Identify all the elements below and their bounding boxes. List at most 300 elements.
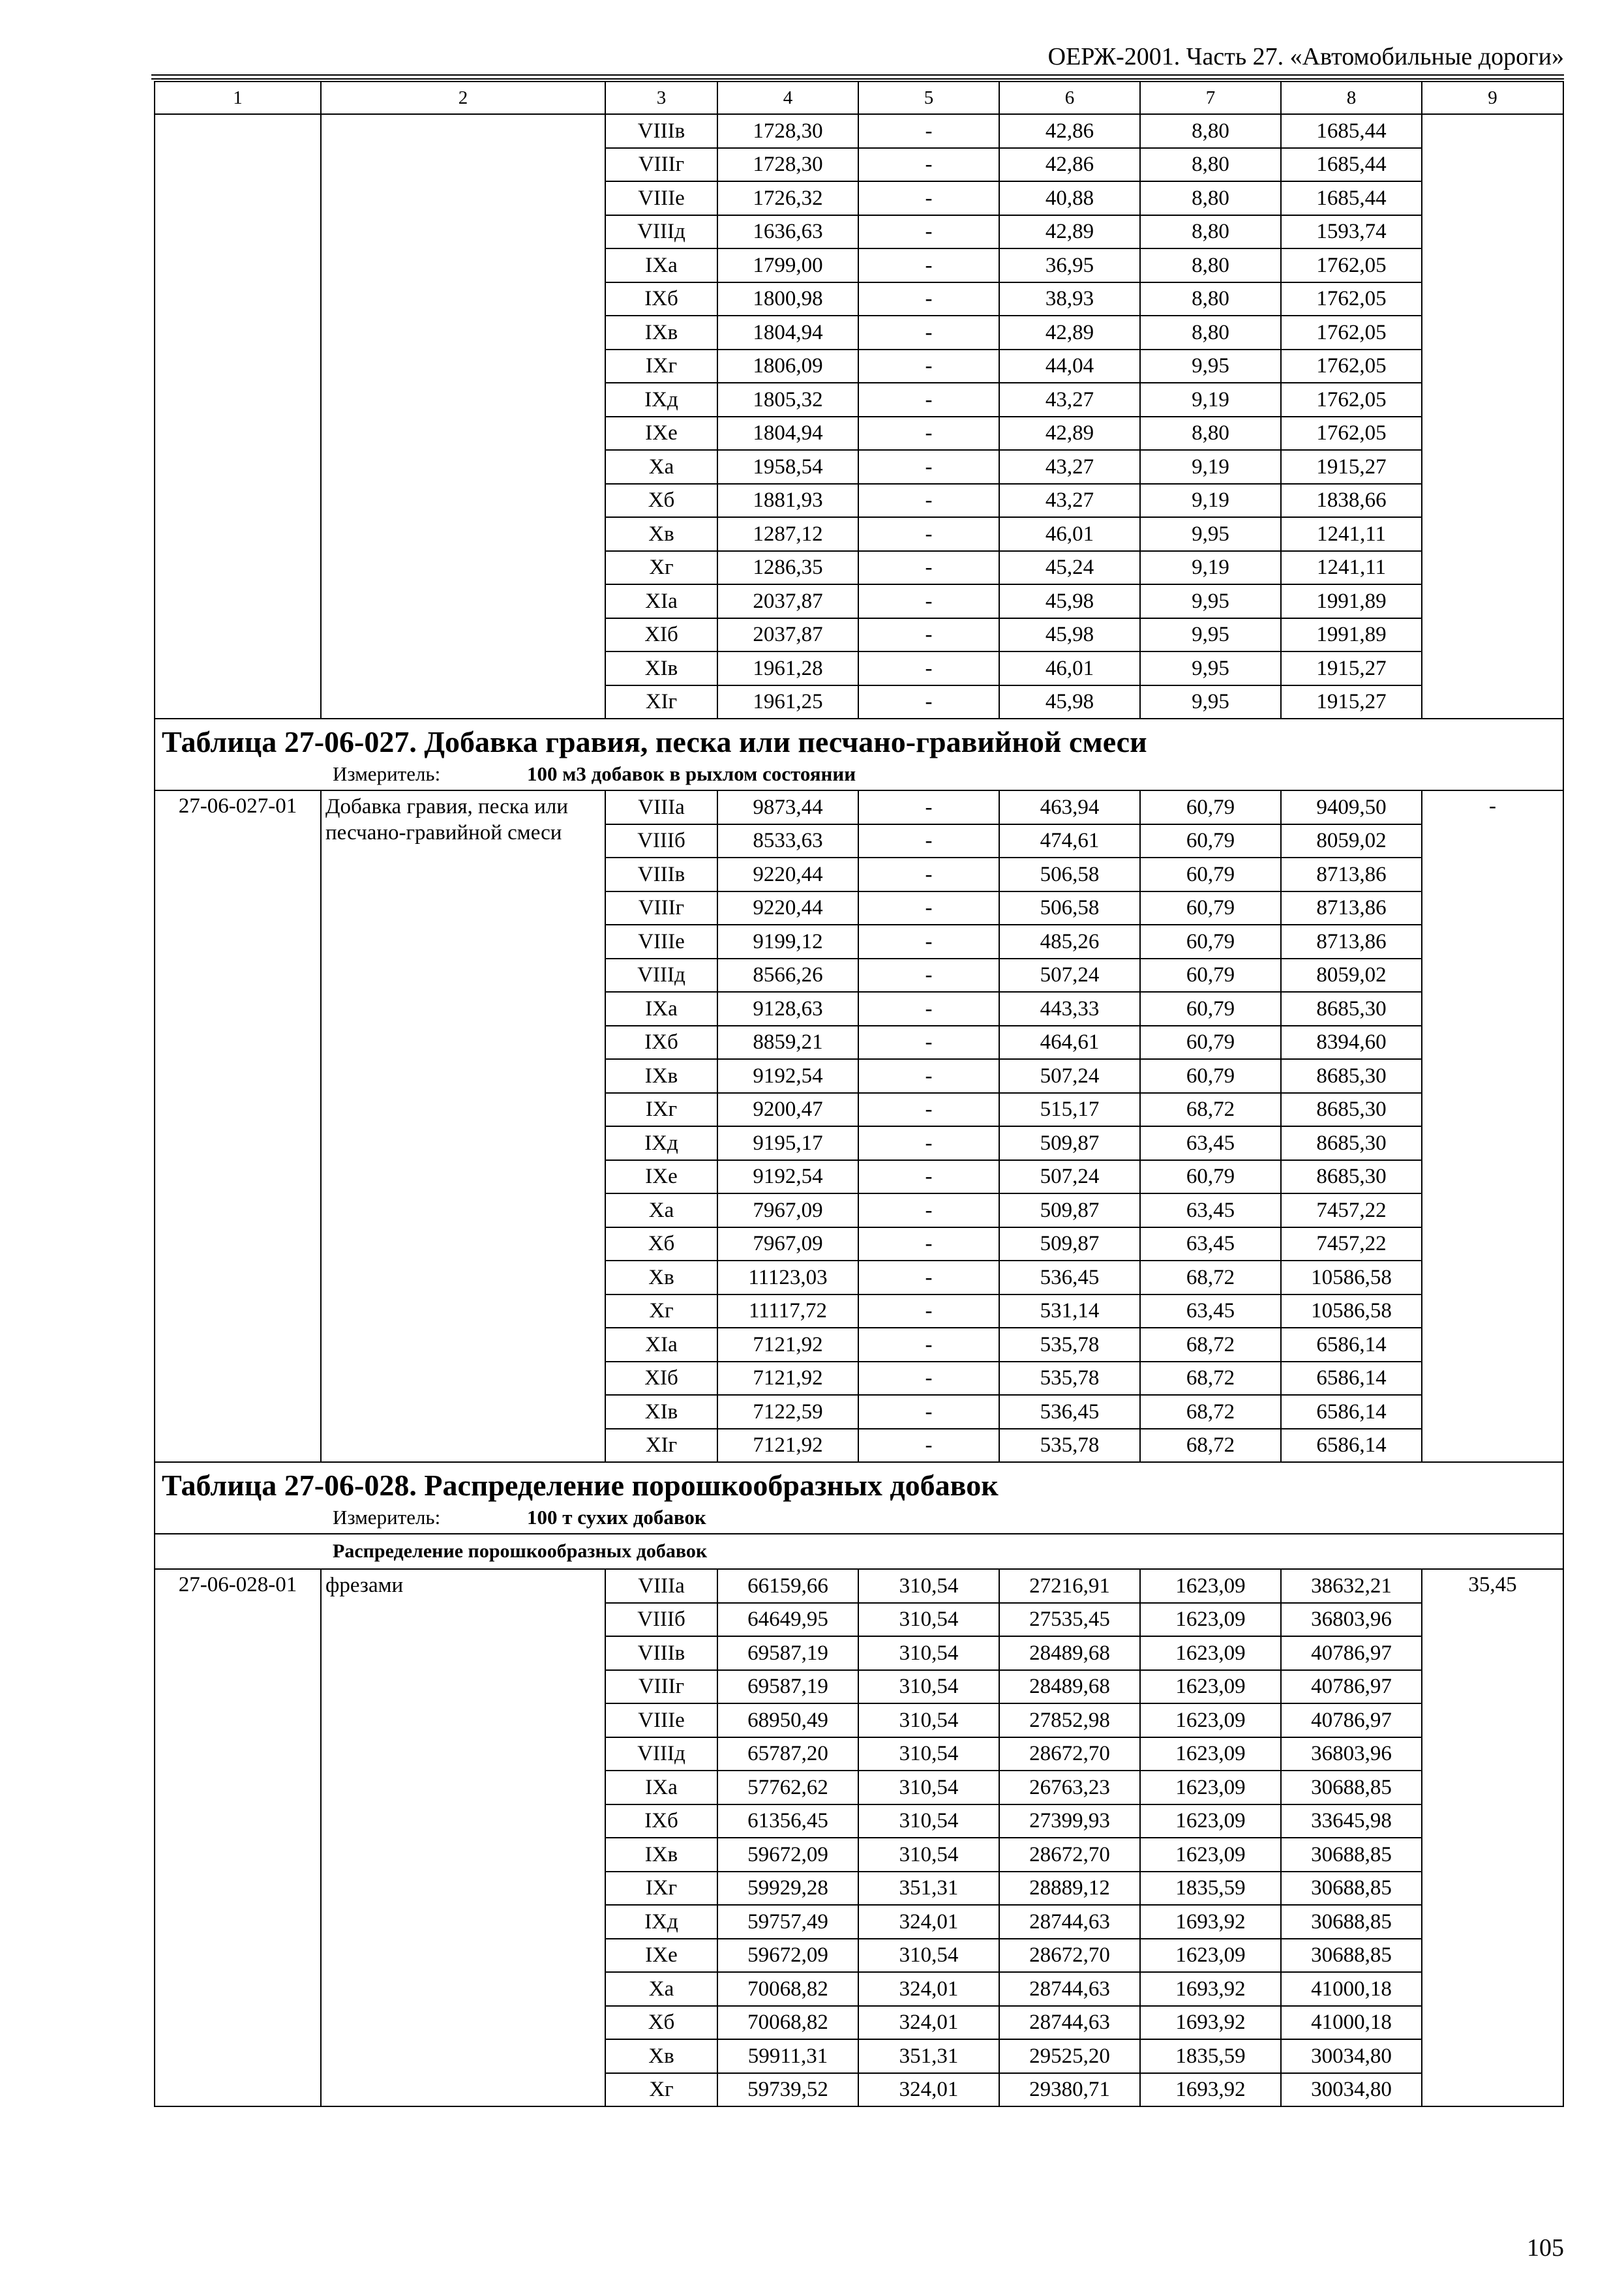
table-row bbox=[155, 114, 1563, 148]
table-cell: 1762,05 bbox=[1281, 248, 1422, 282]
table-cell: 40786,97 bbox=[1281, 1670, 1422, 1704]
table-cell: 8059,02 bbox=[1281, 959, 1422, 993]
table-cell: 9,95 bbox=[1140, 584, 1281, 618]
table-cell: VIIIе bbox=[605, 1703, 717, 1737]
price-table bbox=[154, 81, 1564, 2107]
table-title: Таблица 27-06-028. Распределение порошкообразных добавок bbox=[162, 1469, 999, 1502]
table-cell: 351,31 bbox=[858, 2039, 999, 2073]
table-cell: 8,80 bbox=[1140, 215, 1281, 249]
table-section-header bbox=[155, 1462, 1563, 1534]
section-cell bbox=[155, 1462, 1563, 1534]
measure-label: Измеритель: bbox=[333, 1506, 441, 1529]
table-cell: 1915,27 bbox=[1281, 450, 1422, 484]
table-cell: 8,80 bbox=[1140, 316, 1281, 350]
table-cell: 8533,63 bbox=[717, 824, 858, 858]
table-cell: 11117,72 bbox=[717, 1294, 858, 1328]
table-cell: 1762,05 bbox=[1281, 350, 1422, 383]
table-cell: 45,98 bbox=[999, 618, 1140, 652]
table-cell: - bbox=[858, 651, 999, 685]
table-cell: XIг bbox=[605, 685, 717, 719]
table-cell: 8685,30 bbox=[1281, 992, 1422, 1026]
table-cell: 1799,00 bbox=[717, 248, 858, 282]
table-cell: 10586,58 bbox=[1281, 1294, 1422, 1328]
name-cell: фрезами bbox=[321, 1569, 605, 2106]
table-cell: 506,58 bbox=[999, 891, 1140, 925]
table-cell: 8059,02 bbox=[1281, 824, 1422, 858]
table-cell: 1693,92 bbox=[1140, 2073, 1281, 2107]
table-cell: 9,19 bbox=[1140, 383, 1281, 417]
table-cell: - bbox=[858, 1227, 999, 1261]
table-cell: - bbox=[858, 891, 999, 925]
table-cell: 7457,22 bbox=[1281, 1193, 1422, 1227]
table-cell: - bbox=[858, 1126, 999, 1160]
table-cell: 506,58 bbox=[999, 858, 1140, 891]
table-cell: 509,87 bbox=[999, 1193, 1140, 1227]
table-cell: 68950,49 bbox=[717, 1703, 858, 1737]
table-cell: 6586,14 bbox=[1281, 1429, 1422, 1463]
table-cell: - bbox=[858, 1026, 999, 1060]
col9-cell: - bbox=[1422, 790, 1563, 1462]
table-cell: VIIIе bbox=[605, 181, 717, 215]
table-cell: 30688,85 bbox=[1281, 1939, 1422, 1973]
table-cell: 485,26 bbox=[999, 925, 1140, 959]
table-cell: - bbox=[858, 383, 999, 417]
table-cell: 9199,12 bbox=[717, 925, 858, 959]
table-cell: 1623,09 bbox=[1140, 1703, 1281, 1737]
table-cell: Xг bbox=[605, 2073, 717, 2107]
table-cell: 8685,30 bbox=[1281, 1059, 1422, 1093]
table-cell: 1961,25 bbox=[717, 685, 858, 719]
table-cell: 507,24 bbox=[999, 959, 1140, 993]
table-cell: 9195,17 bbox=[717, 1126, 858, 1160]
table-cell: - bbox=[858, 685, 999, 719]
table-cell: 8394,60 bbox=[1281, 1026, 1422, 1060]
table-cell: 59911,31 bbox=[717, 2039, 858, 2073]
column-number: 3 bbox=[605, 82, 717, 114]
table-cell: XIа bbox=[605, 584, 717, 618]
table-cell: 8,80 bbox=[1140, 114, 1281, 148]
table-cell: Xб bbox=[605, 1227, 717, 1261]
table-cell: Xв bbox=[605, 2039, 717, 2073]
table-cell: - bbox=[858, 484, 999, 518]
table-cell: 59757,49 bbox=[717, 1905, 858, 1939]
table-cell: 7967,09 bbox=[717, 1227, 858, 1261]
table-cell: 59929,28 bbox=[717, 1872, 858, 1906]
table-cell: 59672,09 bbox=[717, 1939, 858, 1973]
table-section-header bbox=[155, 719, 1563, 790]
table-cell: 2037,87 bbox=[717, 584, 858, 618]
table-cell: - bbox=[858, 584, 999, 618]
table-cell: 8713,86 bbox=[1281, 858, 1422, 891]
table-cell: 45,24 bbox=[999, 551, 1140, 585]
table-cell: XIв bbox=[605, 651, 717, 685]
table-row bbox=[155, 1569, 1563, 1603]
table-cell: - bbox=[858, 114, 999, 148]
table-cell: 64649,95 bbox=[717, 1603, 858, 1637]
table-cell: 63,45 bbox=[1140, 1126, 1281, 1160]
table-cell: 1685,44 bbox=[1281, 114, 1422, 148]
table-cell: 27852,98 bbox=[999, 1703, 1140, 1737]
table-cell: 443,33 bbox=[999, 992, 1140, 1026]
table-cell: 43,27 bbox=[999, 484, 1140, 518]
table-cell: 43,27 bbox=[999, 383, 1140, 417]
table-cell: 1835,59 bbox=[1140, 1872, 1281, 1906]
table-cell: IXв bbox=[605, 1838, 717, 1872]
table-cell: 59739,52 bbox=[717, 2073, 858, 2107]
table-cell: 26763,23 bbox=[999, 1771, 1140, 1804]
table-cell: 40,88 bbox=[999, 181, 1140, 215]
table-cell: - bbox=[858, 1193, 999, 1227]
table-cell: 38632,21 bbox=[1281, 1569, 1422, 1603]
table-cell: - bbox=[858, 1261, 999, 1294]
table-cell: VIIIд bbox=[605, 215, 717, 249]
table-cell: 8,80 bbox=[1140, 282, 1281, 316]
table-cell: - bbox=[858, 1362, 999, 1396]
table-cell: 30688,85 bbox=[1281, 1771, 1422, 1804]
table-cell: 8713,86 bbox=[1281, 925, 1422, 959]
table-cell: 1762,05 bbox=[1281, 383, 1422, 417]
table-cell: IXе bbox=[605, 1160, 717, 1194]
table-cell: 463,94 bbox=[999, 790, 1140, 824]
column-number: 7 bbox=[1140, 82, 1281, 114]
table-cell: IXв bbox=[605, 1059, 717, 1093]
table-cell: 7967,09 bbox=[717, 1193, 858, 1227]
table-cell: - bbox=[858, 992, 999, 1026]
table-cell: 1623,09 bbox=[1140, 1771, 1281, 1804]
table-cell: - bbox=[858, 858, 999, 891]
table-cell: 7121,92 bbox=[717, 1429, 858, 1463]
table-cell: Xа bbox=[605, 450, 717, 484]
table-cell: 59672,09 bbox=[717, 1838, 858, 1872]
table-cell: 42,89 bbox=[999, 316, 1140, 350]
table-cell: 42,89 bbox=[999, 215, 1140, 249]
table-cell: 8713,86 bbox=[1281, 891, 1422, 925]
table-row bbox=[155, 790, 1563, 824]
table-cell: 1728,30 bbox=[717, 114, 858, 148]
table-cell: - bbox=[858, 790, 999, 824]
table-cell: IXб bbox=[605, 282, 717, 316]
table-cell: 6586,14 bbox=[1281, 1395, 1422, 1429]
code-cell bbox=[155, 114, 321, 719]
table-cell: VIIIг bbox=[605, 148, 717, 182]
table-cell: 66159,66 bbox=[717, 1569, 858, 1603]
code-cell: 27-06-027-01 bbox=[155, 790, 321, 1462]
table-cell: Xа bbox=[605, 1193, 717, 1227]
table-cell: IXд bbox=[605, 383, 717, 417]
table-cell: - bbox=[858, 248, 999, 282]
table-cell: 324,01 bbox=[858, 1972, 999, 2006]
table-cell: Xб bbox=[605, 2006, 717, 2040]
table-cell: 310,54 bbox=[858, 1670, 999, 1704]
table-cell: 9192,54 bbox=[717, 1059, 858, 1093]
running-header: ОЕРЖ-2001. Часть 27. «Автомобильные дороги» bbox=[1047, 43, 1564, 70]
table-cell: 57762,62 bbox=[717, 1771, 858, 1804]
table-cell: VIIIв bbox=[605, 114, 717, 148]
table-cell: IXд bbox=[605, 1126, 717, 1160]
table-cell: 8,80 bbox=[1140, 417, 1281, 451]
table-cell: - bbox=[858, 551, 999, 585]
table-cell: 324,01 bbox=[858, 2006, 999, 2040]
table-cell: 30688,85 bbox=[1281, 1838, 1422, 1872]
table-cell: 33645,98 bbox=[1281, 1804, 1422, 1838]
table-cell: IXв bbox=[605, 316, 717, 350]
table-cell: 42,89 bbox=[999, 417, 1140, 451]
table-cell: 6586,14 bbox=[1281, 1362, 1422, 1396]
table-cell: - bbox=[858, 517, 999, 551]
table-cell: 7457,22 bbox=[1281, 1227, 1422, 1261]
table-cell: 60,79 bbox=[1140, 891, 1281, 925]
table-cell: 1241,11 bbox=[1281, 517, 1422, 551]
table-cell: 9,19 bbox=[1140, 551, 1281, 585]
col9-cell bbox=[1422, 114, 1563, 719]
table-cell: IXг bbox=[605, 1093, 717, 1127]
column-number: 8 bbox=[1281, 82, 1422, 114]
table-cell: 507,24 bbox=[999, 1160, 1140, 1194]
table-cell: 1693,92 bbox=[1140, 1905, 1281, 1939]
table-cell: 60,79 bbox=[1140, 959, 1281, 993]
table-cell: 1958,54 bbox=[717, 450, 858, 484]
table-cell: 1762,05 bbox=[1281, 282, 1422, 316]
table-cell: 1636,63 bbox=[717, 215, 858, 249]
table-cell: 68,72 bbox=[1140, 1429, 1281, 1463]
table-cell: 44,04 bbox=[999, 350, 1140, 383]
table-cell: 7121,92 bbox=[717, 1328, 858, 1362]
table-cell: 61356,45 bbox=[717, 1804, 858, 1838]
table-cell: 60,79 bbox=[1140, 858, 1281, 891]
table-cell: 42,86 bbox=[999, 114, 1140, 148]
table-cell: 29380,71 bbox=[999, 2073, 1140, 2107]
table-cell: 1623,09 bbox=[1140, 1670, 1281, 1704]
table-cell: 9,95 bbox=[1140, 651, 1281, 685]
table-cell: 9220,44 bbox=[717, 858, 858, 891]
table-cell: 45,98 bbox=[999, 584, 1140, 618]
table-cell: 29525,20 bbox=[999, 2039, 1140, 2073]
table-cell: 8685,30 bbox=[1281, 1160, 1422, 1194]
table-cell: 535,78 bbox=[999, 1429, 1140, 1463]
table-cell: 1623,09 bbox=[1140, 1636, 1281, 1670]
column-number: 1 bbox=[155, 82, 321, 114]
table-cell: 36803,96 bbox=[1281, 1737, 1422, 1771]
table-cell: - bbox=[858, 1093, 999, 1127]
table-cell: 68,72 bbox=[1140, 1395, 1281, 1429]
table-cell: 28889,12 bbox=[999, 1872, 1140, 1906]
table-cell: IXа bbox=[605, 248, 717, 282]
table-cell: 63,45 bbox=[1140, 1193, 1281, 1227]
table-cell: VIIIб bbox=[605, 1603, 717, 1637]
table-cell: 69587,19 bbox=[717, 1636, 858, 1670]
table-cell: IXг bbox=[605, 1872, 717, 1906]
table-cell: 310,54 bbox=[858, 1771, 999, 1804]
table-cell: 1623,09 bbox=[1140, 1737, 1281, 1771]
table-cell: - bbox=[858, 282, 999, 316]
table-cell: 1241,11 bbox=[1281, 551, 1422, 585]
table-cell: Xа bbox=[605, 1972, 717, 2006]
table-cell: 27535,45 bbox=[999, 1603, 1140, 1637]
table-cell: 1623,09 bbox=[1140, 1939, 1281, 1973]
page-number: 105 bbox=[1527, 2234, 1564, 2262]
section-cell bbox=[155, 719, 1563, 790]
table-cell: 68,72 bbox=[1140, 1328, 1281, 1362]
table-cell: 45,98 bbox=[999, 685, 1140, 719]
table-cell: 28489,68 bbox=[999, 1636, 1140, 1670]
table-cell: 7122,59 bbox=[717, 1395, 858, 1429]
table-cell: 535,78 bbox=[999, 1362, 1140, 1396]
table-cell: 28489,68 bbox=[999, 1670, 1140, 1704]
table-cell: 60,79 bbox=[1140, 992, 1281, 1026]
table-cell: 68,72 bbox=[1140, 1093, 1281, 1127]
table-cell: 10586,58 bbox=[1281, 1261, 1422, 1294]
measure-value: 100 т сухих добавок bbox=[527, 1506, 706, 1529]
table-cell: 60,79 bbox=[1140, 1160, 1281, 1194]
table-cell: 1287,12 bbox=[717, 517, 858, 551]
table-cell: 8685,30 bbox=[1281, 1126, 1422, 1160]
table-cell: 27216,91 bbox=[999, 1569, 1140, 1603]
table-cell: 1915,27 bbox=[1281, 685, 1422, 719]
table-cell: 1991,89 bbox=[1281, 618, 1422, 652]
subheading-row bbox=[155, 1534, 1563, 1569]
table-cell: 1804,94 bbox=[717, 417, 858, 451]
table-cell: 63,45 bbox=[1140, 1227, 1281, 1261]
table-cell: 1991,89 bbox=[1281, 584, 1422, 618]
table-cell: 1804,94 bbox=[717, 316, 858, 350]
table-cell: - bbox=[858, 824, 999, 858]
subheading: Распределение порошкообразных добавок bbox=[155, 1534, 1563, 1569]
table-cell: 310,54 bbox=[858, 1804, 999, 1838]
table-cell: 28672,70 bbox=[999, 1838, 1140, 1872]
table-cell: 9128,63 bbox=[717, 992, 858, 1026]
table-cell: IXе bbox=[605, 417, 717, 451]
table-cell: - bbox=[858, 1395, 999, 1429]
table-cell: 43,27 bbox=[999, 450, 1140, 484]
table-cell: 1593,74 bbox=[1281, 215, 1422, 249]
table-cell: IXе bbox=[605, 1939, 717, 1973]
table-cell: 8566,26 bbox=[717, 959, 858, 993]
table-cell: VIIIа bbox=[605, 790, 717, 824]
table-cell: 509,87 bbox=[999, 1126, 1140, 1160]
table-cell: 310,54 bbox=[858, 1737, 999, 1771]
table-cell: XIб bbox=[605, 1362, 717, 1396]
table-cell: 8,80 bbox=[1140, 248, 1281, 282]
table-cell: 9200,47 bbox=[717, 1093, 858, 1127]
table-cell: 1685,44 bbox=[1281, 148, 1422, 182]
table-cell: 68,72 bbox=[1140, 1261, 1281, 1294]
table-cell: XIа bbox=[605, 1328, 717, 1362]
table-cell: 531,14 bbox=[999, 1294, 1140, 1328]
table-cell: 69587,19 bbox=[717, 1670, 858, 1704]
table-cell: 324,01 bbox=[858, 1905, 999, 1939]
table-cell: 46,01 bbox=[999, 651, 1140, 685]
table-cell: 1881,93 bbox=[717, 484, 858, 518]
table-cell: 9,19 bbox=[1140, 450, 1281, 484]
table-cell: - bbox=[858, 148, 999, 182]
table-cell: 30034,80 bbox=[1281, 2073, 1422, 2107]
table-cell: 1726,32 bbox=[717, 181, 858, 215]
table-cell: 60,79 bbox=[1140, 1026, 1281, 1060]
table-cell: 1805,32 bbox=[717, 383, 858, 417]
table-cell: 30034,80 bbox=[1281, 2039, 1422, 2073]
table-cell: 7121,92 bbox=[717, 1362, 858, 1396]
table-cell: 1286,35 bbox=[717, 551, 858, 585]
table-cell: 9873,44 bbox=[717, 790, 858, 824]
table-cell: VIIIд bbox=[605, 1737, 717, 1771]
table-cell: 310,54 bbox=[858, 1939, 999, 1973]
table-cell: 8859,21 bbox=[717, 1026, 858, 1060]
table-cell: - bbox=[858, 350, 999, 383]
name-cell bbox=[321, 114, 605, 719]
table-cell: 68,72 bbox=[1140, 1362, 1281, 1396]
table-cell: 1685,44 bbox=[1281, 181, 1422, 215]
table-cell: 1693,92 bbox=[1140, 1972, 1281, 2006]
column-number: 4 bbox=[717, 82, 858, 114]
table-cell: VIIIв bbox=[605, 1636, 717, 1670]
table-cell: 60,79 bbox=[1140, 824, 1281, 858]
table-cell: - bbox=[858, 1160, 999, 1194]
table-cell: 474,61 bbox=[999, 824, 1140, 858]
table-cell: 310,54 bbox=[858, 1838, 999, 1872]
table-cell: 42,86 bbox=[999, 148, 1140, 182]
table-cell: Xв bbox=[605, 1261, 717, 1294]
table-cell: 63,45 bbox=[1140, 1294, 1281, 1328]
table-cell: 70068,82 bbox=[717, 2006, 858, 2040]
column-number: 5 bbox=[858, 82, 999, 114]
table-cell: 1623,09 bbox=[1140, 1838, 1281, 1872]
table-cell: XIг bbox=[605, 1429, 717, 1463]
table-cell: 310,54 bbox=[858, 1703, 999, 1737]
table-cell: XIв bbox=[605, 1395, 717, 1429]
table-cell: 8,80 bbox=[1140, 181, 1281, 215]
table-cell: 28672,70 bbox=[999, 1737, 1140, 1771]
table-cell: 60,79 bbox=[1140, 1059, 1281, 1093]
table-cell: 9220,44 bbox=[717, 891, 858, 925]
table-cell: 351,31 bbox=[858, 1872, 999, 1906]
table-cell: 310,54 bbox=[858, 1569, 999, 1603]
table-cell: 1762,05 bbox=[1281, 417, 1422, 451]
table-cell: 2037,87 bbox=[717, 618, 858, 652]
table-cell: Xг bbox=[605, 551, 717, 585]
column-number: 6 bbox=[999, 82, 1140, 114]
table-cell: 1838,66 bbox=[1281, 484, 1422, 518]
name-cell: Добавка гравия, песка или песчано-гравийной смеси bbox=[321, 790, 605, 1462]
table-cell: 1623,09 bbox=[1140, 1569, 1281, 1603]
table-cell: 6586,14 bbox=[1281, 1328, 1422, 1362]
table-cell: 1693,92 bbox=[1140, 2006, 1281, 2040]
column-number: 9 bbox=[1422, 82, 1563, 114]
table-title: Таблица 27-06-027. Добавка гравия, песка или песчано-гравийной смеси bbox=[162, 725, 1147, 758]
table-cell: 30688,85 bbox=[1281, 1872, 1422, 1906]
measure-label: Измеритель: bbox=[333, 762, 441, 785]
table-cell: 310,54 bbox=[858, 1636, 999, 1670]
table-cell: VIIIв bbox=[605, 858, 717, 891]
table-cell: 1961,28 bbox=[717, 651, 858, 685]
table-cell: - bbox=[858, 1429, 999, 1463]
table-cell: IXг bbox=[605, 350, 717, 383]
table-cell: 40786,97 bbox=[1281, 1703, 1422, 1737]
table-cell: 1806,09 bbox=[717, 350, 858, 383]
table-cell: VIIIд bbox=[605, 959, 717, 993]
table-cell: Xб bbox=[605, 484, 717, 518]
table-cell: 1915,27 bbox=[1281, 651, 1422, 685]
table-cell: - bbox=[858, 316, 999, 350]
table-cell: 9,95 bbox=[1140, 618, 1281, 652]
table-cell: 9,95 bbox=[1140, 350, 1281, 383]
table-cell: Xг bbox=[605, 1294, 717, 1328]
table-cell: 41000,18 bbox=[1281, 2006, 1422, 2040]
table-cell: - bbox=[858, 1059, 999, 1093]
table-cell: 324,01 bbox=[858, 2073, 999, 2107]
table-cell: IXб bbox=[605, 1026, 717, 1060]
table-cell: 60,79 bbox=[1140, 790, 1281, 824]
table-cell: 535,78 bbox=[999, 1328, 1140, 1362]
